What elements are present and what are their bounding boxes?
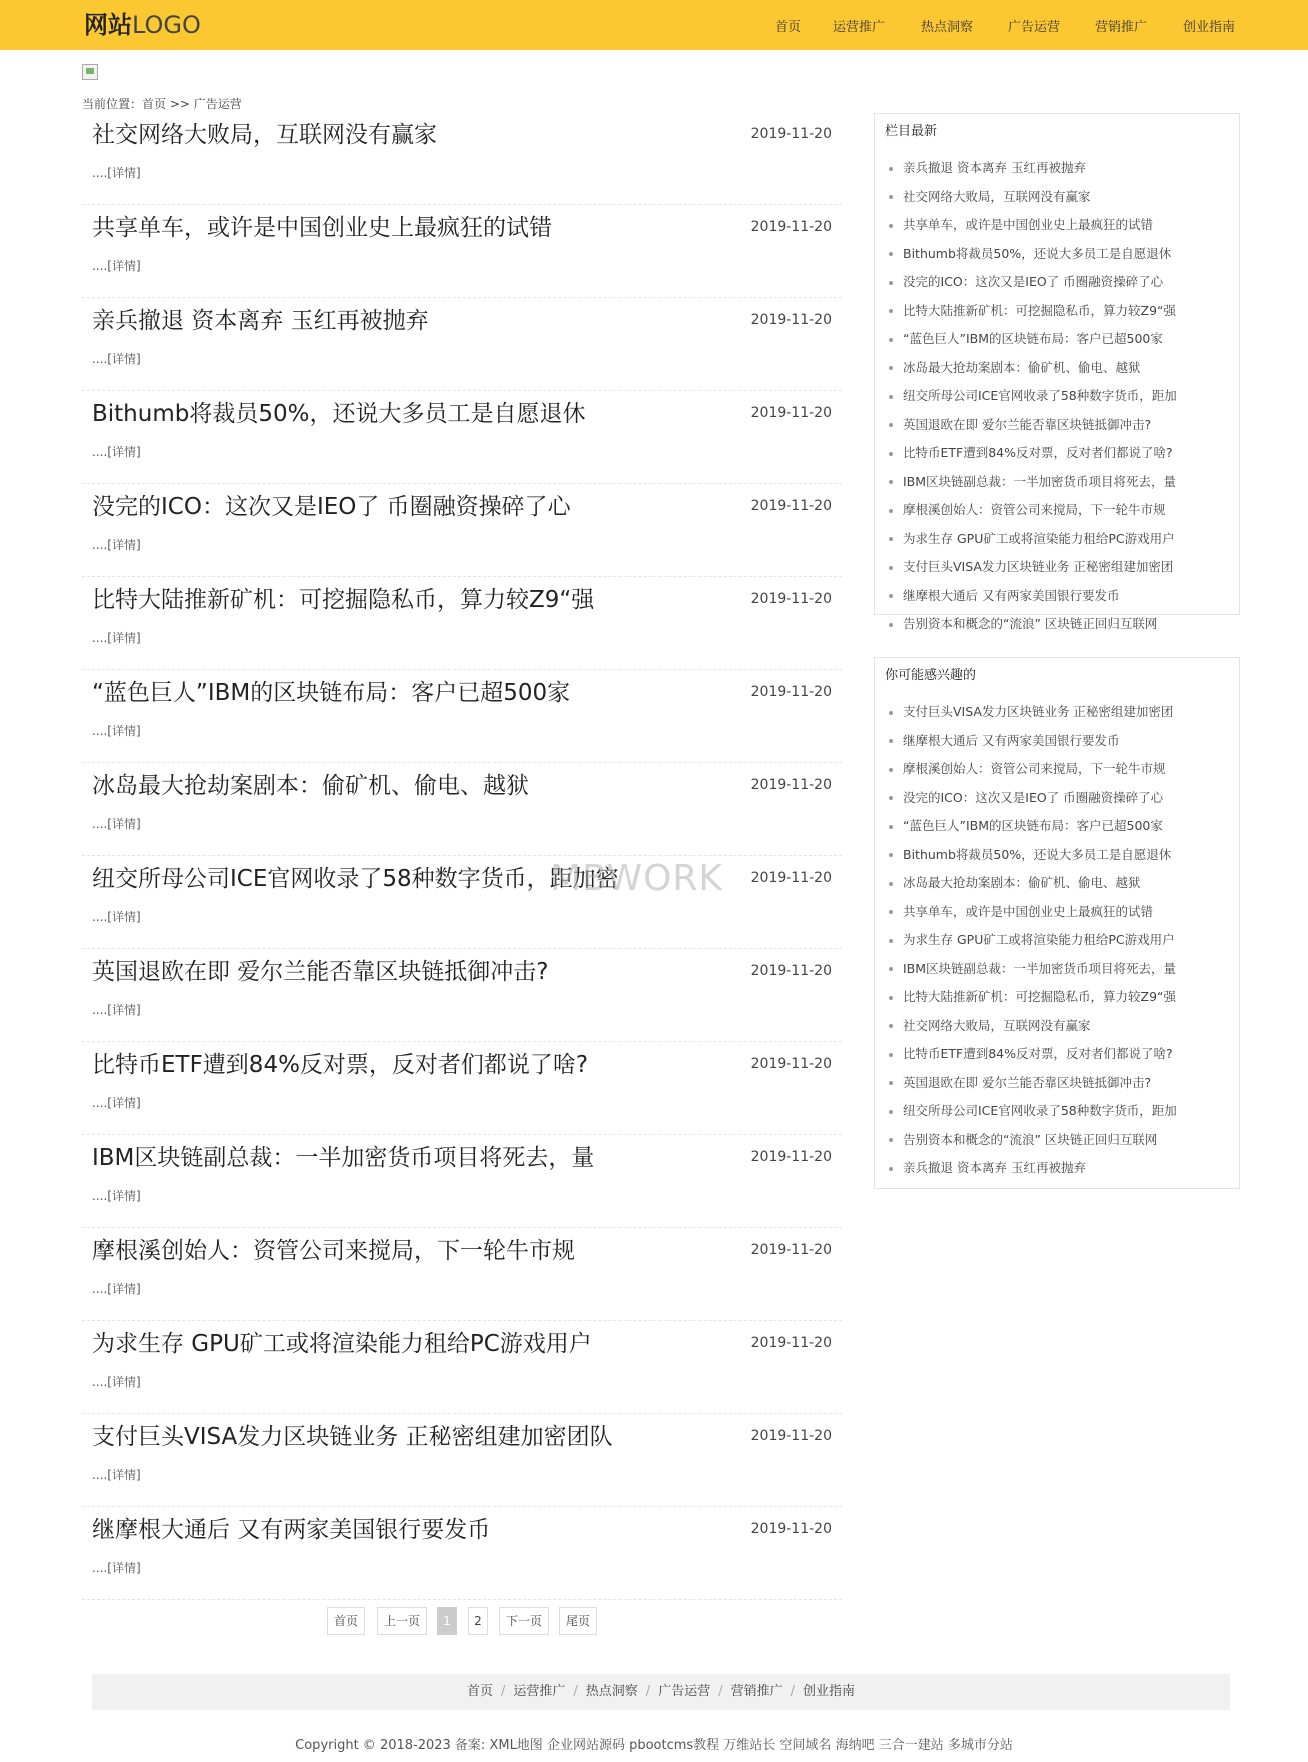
list-item-label: 比特大陆推新矿机：可挖掘隐私币，算力较Z9“强	[903, 302, 1176, 318]
article-item	[82, 484, 842, 577]
bullet-icon	[889, 537, 893, 541]
article-more-link[interactable]: ....[详情]	[92, 1468, 141, 1482]
bullet-icon	[889, 509, 893, 513]
list-item-label: 英国退欧在即 爱尔兰能否靠区块链抵御冲击?	[903, 1074, 1152, 1090]
list-item[interactable]	[889, 154, 1229, 183]
article-date: 2019-11-20	[750, 1428, 832, 1444]
article-item	[82, 112, 842, 205]
list-item-label: 继摩根大通后 又有两家美国银行要发币	[903, 587, 1120, 603]
footer-nav	[92, 1674, 1230, 1710]
list-item-label: 摩根溪创始人：资管公司来搅局，下一轮牛市规	[903, 502, 1166, 517]
sidebar-related-title: 你可能感兴趣的	[885, 668, 977, 683]
list-item[interactable]	[889, 983, 1229, 1012]
bullet-icon	[889, 853, 893, 857]
article-item	[82, 949, 842, 1042]
list-item-label: 共享单车，或许是中国创业史上最疯狂的试错	[903, 217, 1154, 232]
article-more-link[interactable]: ....[详情]	[92, 352, 141, 366]
breadcrumb	[82, 95, 242, 112]
article-more-link[interactable]: ....[详情]	[92, 1189, 141, 1203]
article-date: 2019-11-20	[750, 591, 832, 607]
list-item[interactable]	[889, 468, 1229, 497]
article-date: 2019-11-20	[750, 1335, 832, 1351]
bullet-icon	[889, 623, 893, 627]
list-item[interactable]	[889, 297, 1229, 326]
article-title[interactable]: IBM区块链副总裁：一半加密货币项目将死去，量	[92, 1145, 595, 1171]
list-item-label: IBM区块链副总裁：一半加密货币项目将死去，量	[903, 473, 1177, 489]
article-title[interactable]: 英国退欧在即 爱尔兰能否靠区块链抵御冲击?	[92, 959, 549, 985]
sidebar-related-list	[889, 698, 1229, 1183]
nav-item-operation[interactable]: 运营推广	[833, 20, 886, 35]
list-item[interactable]	[889, 898, 1229, 927]
footer-nav-operation[interactable]: 运营推广	[513, 1684, 566, 1699]
pager-next[interactable]: 下一页	[499, 1607, 549, 1635]
list-item-label: 社交网络大败局，互联网没有赢家	[903, 1017, 1091, 1033]
list-item[interactable]	[889, 1126, 1229, 1155]
list-item-label: 亲兵撤退 资本离弃 玉红再被抛弃	[903, 160, 1086, 175]
list-item-label: 社交网络大败局，互联网没有赢家	[903, 188, 1091, 204]
article-item	[82, 205, 842, 298]
footer-nav-separator: /	[573, 1684, 578, 1699]
list-item[interactable]	[889, 841, 1229, 870]
article-item	[82, 1321, 842, 1414]
list-item[interactable]	[889, 755, 1229, 784]
article-item	[82, 298, 842, 391]
article-date: 2019-11-20	[750, 1056, 832, 1072]
banner-image	[82, 64, 98, 80]
bullet-icon	[889, 252, 893, 256]
article-more-link[interactable]: ....[详情]	[92, 1282, 141, 1296]
article-date: 2019-11-20	[750, 498, 832, 514]
list-item[interactable]	[889, 325, 1229, 354]
nav-item-marketing[interactable]: 营销推广	[1095, 20, 1148, 35]
list-item[interactable]	[889, 1012, 1229, 1041]
bullet-icon	[889, 195, 893, 199]
article-item	[82, 577, 842, 670]
footer-nav-startup[interactable]: 创业指南	[803, 1684, 856, 1699]
bullet-icon	[889, 967, 893, 971]
footer-nav-hotspot[interactable]: 热点洞察	[585, 1684, 638, 1699]
article-date: 2019-11-20	[750, 684, 832, 700]
bullet-icon	[889, 796, 893, 800]
list-item-label: 英国退欧在即 爱尔兰能否靠区块链抵御冲击?	[903, 416, 1152, 432]
list-item[interactable]	[889, 525, 1229, 554]
copyright: Copyright © 2018-2023 备案: XML地图 企业网站源码 pbootcms教程 万维站长 空间域名 海纳吧 三合一建站 多城市分站	[295, 1738, 1013, 1753]
list-item[interactable]	[889, 727, 1229, 756]
article-item	[82, 1507, 842, 1600]
breadcrumb-current[interactable]: 广告运营	[193, 97, 242, 111]
breadcrumb-label: 当前位置：	[82, 97, 143, 111]
list-item-label: 支付巨头VISA发力区块链业务 正秘密组建加密团	[903, 704, 1174, 719]
list-item[interactable]	[889, 496, 1229, 525]
main-nav	[756, 0, 1246, 50]
bullet-icon	[889, 1053, 893, 1057]
bullet-icon	[889, 825, 893, 829]
site-logo[interactable]	[84, 10, 201, 40]
list-item[interactable]	[889, 869, 1229, 898]
bullet-icon	[889, 1081, 893, 1085]
logo-light-text: LOGO	[132, 11, 201, 39]
article-title[interactable]: 社交网络大败局，互联网没有赢家	[92, 122, 437, 148]
bullet-icon	[889, 281, 893, 285]
article-title[interactable]: 比特大陆推新矿机：可挖掘隐私币，算力较Z9“强	[92, 587, 595, 613]
list-item-label: 没完的ICO：这次又是IEO了 币圈融资操碎了心	[903, 789, 1164, 805]
bullet-icon	[889, 739, 893, 743]
article-item	[82, 1414, 842, 1507]
list-item[interactable]	[889, 240, 1229, 269]
list-item[interactable]	[889, 183, 1229, 212]
breadcrumb-separator: >>	[166, 97, 194, 111]
list-item[interactable]	[889, 211, 1229, 240]
breadcrumb-home[interactable]: 首页	[142, 97, 167, 111]
list-item-label: 摩根溪创始人：资管公司来搅局，下一轮牛市规	[903, 761, 1166, 776]
list-item[interactable]	[889, 1040, 1229, 1069]
article-date: 2019-11-20	[750, 963, 832, 979]
bullet-icon	[889, 594, 893, 598]
bullet-icon	[889, 1138, 893, 1142]
article-more-link[interactable]: ....[详情]	[92, 1561, 141, 1575]
list-item-label: 比特币ETF遭到84%反对票，反对者们都说了啥?	[903, 445, 1173, 460]
article-more-link[interactable]: ....[详情]	[92, 910, 141, 924]
article-title[interactable]: 亲兵撤退 资本离弃 玉红再被抛弃	[92, 308, 429, 334]
list-item-label: 纽交所母公司ICE官网收录了58种数字货币，距加	[903, 388, 1177, 403]
list-item-label: IBM区块链副总裁：一半加密货币项目将死去，量	[903, 960, 1177, 976]
bullet-icon	[889, 711, 893, 715]
nav-item-hotspot[interactable]: 热点洞察	[921, 20, 974, 35]
list-item[interactable]	[889, 1154, 1229, 1183]
bullet-icon	[889, 167, 893, 171]
list-item[interactable]	[889, 382, 1229, 411]
list-item-label: 没完的ICO：这次又是IEO了 币圈融资操碎了心	[903, 274, 1164, 289]
list-item-label: Bithumb将裁员50%，还说大多员工是自愿退休	[903, 846, 1172, 862]
list-item-label: 冰岛最大抢劫案剧本：偷矿机、偷电、越狱	[903, 875, 1141, 890]
article-item	[82, 763, 842, 856]
article-title[interactable]: “蓝色巨人”IBM的区块链布局：客户已超500家	[92, 680, 571, 706]
sidebar-latest-title: 栏目最新	[885, 124, 938, 139]
article-item	[82, 1042, 842, 1135]
article-title[interactable]: 共享单车，或许是中国创业史上最疯狂的试错	[92, 215, 552, 241]
article-item	[82, 856, 842, 949]
list-item[interactable]	[889, 1069, 1229, 1098]
list-item-label: “蓝色巨人”IBM的区块链布局：客户已超500家	[903, 818, 1163, 833]
pager-first[interactable]: 首页	[327, 1607, 365, 1635]
footer-nav-separator: /	[500, 1684, 506, 1699]
bullet-icon	[889, 423, 893, 427]
bullet-icon	[889, 224, 893, 228]
footer-nav-ad-ops[interactable]: 广告运营	[658, 1684, 711, 1699]
article-more-link[interactable]: ....[详情]	[92, 724, 141, 738]
list-item[interactable]	[889, 582, 1229, 611]
list-item-label: 告别资本和概念的“流浪” 区块链正回归互联网	[903, 1131, 1158, 1147]
logo-bold-text: 网站	[84, 11, 132, 39]
list-item-label: 比特币ETF遭到84%反对票，反对者们都说了啥?	[903, 1046, 1173, 1061]
article-more-link[interactable]: ....[详情]	[92, 445, 141, 459]
article-date: 2019-11-20	[750, 1149, 832, 1165]
article-title[interactable]: 冰岛最大抢劫案剧本：偷矿机、偷电、越狱	[92, 773, 529, 799]
list-item-label: 告别资本和概念的“流浪” 区块链正回归互联网	[903, 616, 1158, 631]
list-item-label: 共享单车，或许是中国创业史上最疯狂的试错	[903, 903, 1154, 919]
bullet-icon	[889, 452, 893, 456]
list-item-label: Bithumb将裁员50%，还说大多员工是自愿退休	[903, 245, 1172, 261]
article-title[interactable]: 支付巨头VISA发力区块链业务 正秘密组建加密团队	[92, 1424, 613, 1450]
footer-nav-separator: /	[718, 1684, 723, 1699]
article-more-link[interactable]: ....[详情]	[92, 538, 141, 552]
footer-nav-marketing[interactable]: 营销推广	[730, 1684, 783, 1699]
list-item-label: 为求生存 GPU矿工或将渲染能力租给PC游戏用户	[903, 530, 1175, 546]
article-more-link[interactable]: ....[详情]	[92, 1375, 141, 1389]
article-more-link[interactable]: ....[详情]	[92, 1003, 141, 1017]
article-title[interactable]: 为求生存 GPU矿工或将渲染能力租给PC游戏用户	[92, 1331, 592, 1357]
pager-page-1[interactable]: 1	[437, 1607, 457, 1635]
article-date: 2019-11-20	[750, 1242, 832, 1258]
nav-item-home[interactable]: 首页	[775, 20, 802, 35]
bullet-icon	[889, 768, 893, 772]
nav-item-startup[interactable]: 创业指南	[1183, 20, 1236, 35]
sidebar-related	[874, 657, 1240, 1189]
bullet-icon	[889, 1110, 893, 1114]
footer-nav-separator: /	[790, 1684, 795, 1699]
watermark: MBWORK	[550, 858, 724, 899]
article-title[interactable]: Bithumb将裁员50%，还说大多员工是自愿退休	[92, 401, 586, 427]
list-item[interactable]	[889, 268, 1229, 297]
article-title[interactable]: 没完的ICO：这次又是IEO了 币圈融资操碎了心	[92, 494, 571, 520]
article-date: 2019-11-20	[750, 777, 832, 793]
list-item[interactable]	[889, 439, 1229, 468]
article-item	[82, 1228, 842, 1321]
article-list	[82, 112, 842, 1600]
list-item[interactable]	[889, 411, 1229, 440]
list-item-label: 为求生存 GPU矿工或将渲染能力租给PC游戏用户	[903, 932, 1175, 947]
article-title[interactable]: 比特币ETF遭到84%反对票，反对者们都说了啥?	[92, 1052, 589, 1078]
sidebar-latest	[874, 113, 1240, 631]
site-header	[0, 0, 1308, 50]
article-date: 2019-11-20	[750, 126, 832, 142]
bullet-icon	[889, 338, 893, 342]
sidebar-latest-list	[889, 154, 1229, 639]
article-more-link[interactable]: ....[详情]	[92, 259, 141, 273]
pager-last[interactable]: 尾页	[559, 1607, 597, 1635]
list-item[interactable]	[889, 955, 1229, 984]
article-more-link[interactable]: ....[详情]	[92, 631, 141, 645]
article-item	[82, 1135, 842, 1228]
list-item[interactable]	[889, 698, 1229, 727]
article-date: 2019-11-20	[750, 312, 832, 328]
bullet-icon	[889, 366, 893, 370]
bullet-icon	[889, 395, 893, 399]
list-item-label: 冰岛最大抢劫案剧本：偷矿机、偷电、越狱	[903, 359, 1141, 375]
article-title[interactable]: 继摩根大通后 又有两家美国银行要发币	[92, 1517, 491, 1543]
footer-nav-separator: /	[645, 1684, 651, 1699]
list-item-label: 支付巨头VISA发力区块链业务 正秘密组建加密团	[903, 559, 1174, 574]
list-item[interactable]	[889, 1097, 1229, 1126]
list-item-label: 继摩根大通后 又有两家美国银行要发币	[903, 732, 1120, 748]
pager-prev[interactable]: 上一页	[377, 1607, 427, 1635]
bullet-icon	[889, 939, 893, 943]
article-more-link[interactable]: ....[详情]	[92, 817, 141, 831]
list-item[interactable]	[889, 354, 1229, 383]
bullet-icon	[889, 1167, 893, 1171]
article-date: 2019-11-20	[750, 219, 832, 235]
article-title[interactable]: 摩根溪创始人：资管公司来搅局，下一轮牛市规	[92, 1238, 575, 1264]
list-item-label: 纽交所母公司ICE官网收录了58种数字货币，距加	[903, 1103, 1177, 1118]
list-item[interactable]	[889, 812, 1229, 841]
article-more-link[interactable]: ....[详情]	[92, 1096, 141, 1110]
article-date: 2019-11-20	[750, 405, 832, 421]
nav-item-ad-ops[interactable]: 广告运营	[1008, 20, 1061, 35]
article-item	[82, 391, 842, 484]
list-item-label: “蓝色巨人”IBM的区块链布局：客户已超500家	[903, 331, 1163, 346]
list-item[interactable]	[889, 553, 1229, 582]
bullet-icon	[889, 1024, 893, 1028]
list-item[interactable]	[889, 784, 1229, 813]
bullet-icon	[889, 566, 893, 570]
bullet-icon	[889, 480, 893, 484]
bullet-icon	[889, 882, 893, 886]
article-title[interactable]: 纽交所母公司ICE官网收录了58种数字货币，距加密	[92, 866, 619, 892]
footer-nav-home[interactable]: 首页	[466, 1684, 493, 1699]
list-item-label: 亲兵撤退 资本离弃 玉红再被抛弃	[903, 1160, 1086, 1175]
pager-page-2[interactable]: 2	[468, 1607, 488, 1635]
bullet-icon	[889, 910, 893, 914]
list-item-label: 比特大陆推新矿机：可挖掘隐私币，算力较Z9“强	[903, 989, 1176, 1004]
article-date: 2019-11-20	[750, 870, 832, 886]
article-more-link[interactable]: ....[详情]	[92, 166, 141, 180]
list-item[interactable]	[889, 610, 1229, 639]
article-date: 2019-11-20	[750, 1521, 832, 1537]
article-item	[82, 670, 842, 763]
bullet-icon	[889, 309, 893, 313]
list-item[interactable]	[889, 926, 1229, 955]
bullet-icon	[889, 996, 893, 1000]
